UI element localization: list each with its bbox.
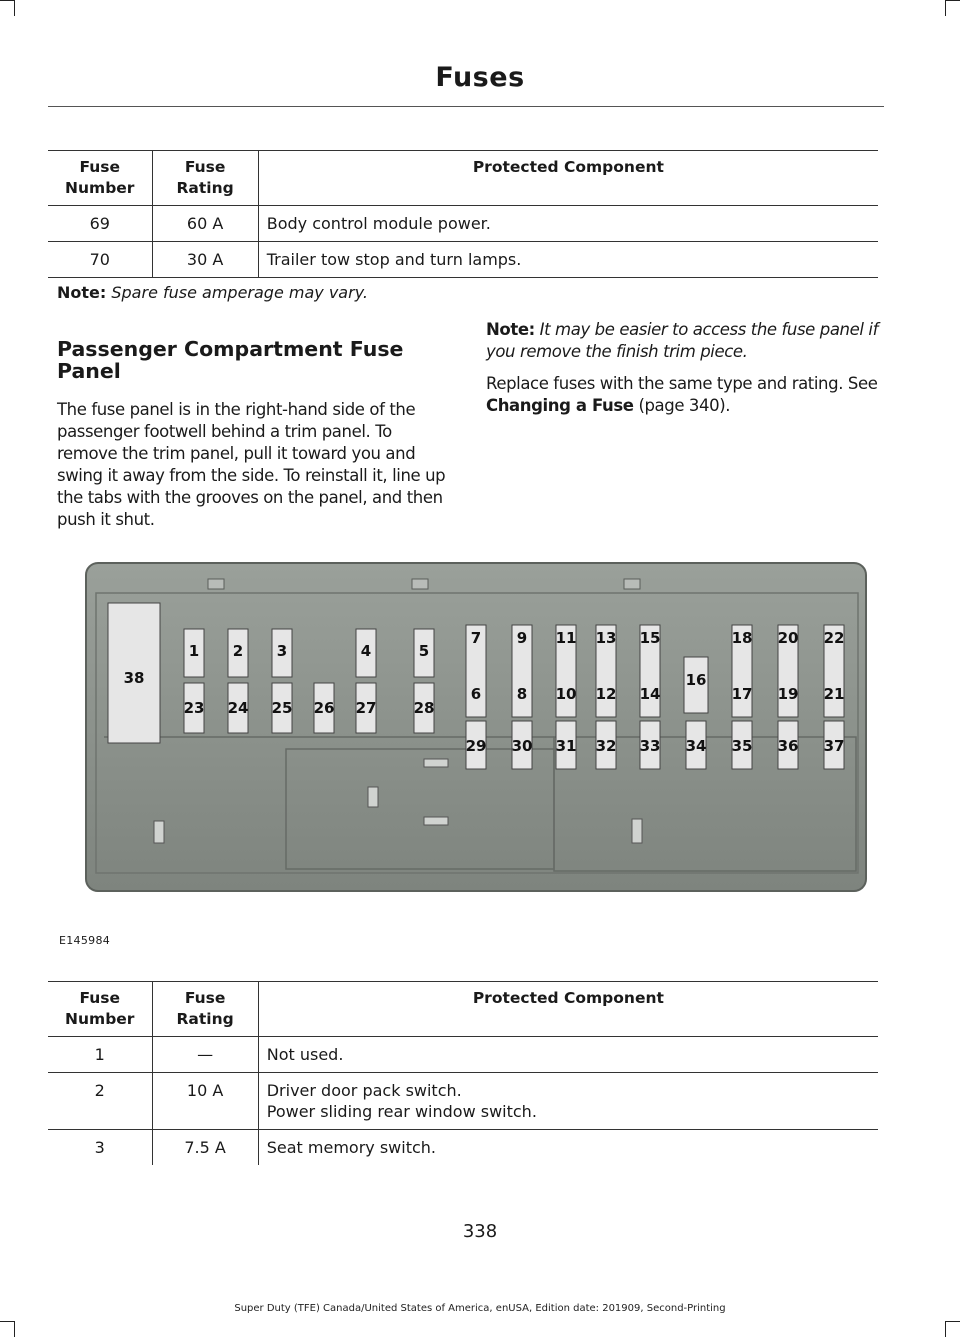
crop-mark bbox=[946, 0, 960, 1]
fuse-label-1: 1 bbox=[188, 642, 200, 660]
fuse-label-3: 3 bbox=[276, 642, 288, 660]
fuse-label-7: 7 bbox=[470, 629, 482, 647]
fuse-table-top bbox=[48, 150, 878, 278]
table-row bbox=[48, 1073, 878, 1130]
page-reference: (page 340). bbox=[633, 396, 731, 415]
table-row bbox=[48, 206, 878, 242]
protected-component: Trailer tow stop and turn lamps. bbox=[258, 242, 878, 278]
fuse-rating: — bbox=[152, 1037, 258, 1073]
replace-text: Replace fuses with the same type and rating. See bbox=[486, 374, 878, 393]
fuse-label-32: 32 bbox=[595, 737, 617, 755]
access-note bbox=[486, 319, 881, 363]
header-fuse-rating: Fuse Rating bbox=[152, 151, 258, 206]
fuse-label-16: 16 bbox=[685, 671, 707, 689]
header-fuse-number: Fuse Number bbox=[48, 982, 152, 1037]
fuse-label-23: 23 bbox=[183, 699, 205, 717]
component-line: Power sliding rear window switch. bbox=[266, 1102, 537, 1121]
fuse-label-24: 24 bbox=[227, 699, 249, 717]
fuse-label-19: 19 bbox=[777, 685, 799, 703]
fuse-label-20: 20 bbox=[777, 629, 799, 647]
changing-a-fuse-link[interactable]: Changing a Fuse bbox=[486, 396, 634, 415]
note-text: It may be easier to access the fuse panel if you remove the finish trim piece. bbox=[486, 320, 878, 361]
fuse-label-6: 6 bbox=[470, 685, 482, 703]
fuse-label-29: 29 bbox=[465, 737, 487, 755]
page-number: 338 bbox=[462, 1221, 498, 1242]
fuse-table-bottom bbox=[48, 981, 878, 1165]
protected-component: Body control module power. bbox=[258, 206, 878, 242]
fuse-label-10: 10 bbox=[555, 685, 577, 703]
fuse-label-28: 28 bbox=[413, 699, 435, 717]
fuse-label-13: 13 bbox=[595, 629, 617, 647]
fuse-label-35: 35 bbox=[731, 737, 753, 755]
crop-mark bbox=[14, 0, 15, 16]
note-label: Note: bbox=[57, 283, 107, 302]
header-protected-component: Protected Component bbox=[258, 982, 878, 1037]
header-protected-component: Protected Component bbox=[258, 151, 878, 206]
crop-mark bbox=[945, 1321, 946, 1337]
fuse-label-14: 14 bbox=[639, 685, 661, 703]
fuse-label-27: 27 bbox=[355, 699, 377, 717]
protected-component bbox=[258, 1073, 878, 1130]
fuse-number: 1 bbox=[48, 1037, 152, 1073]
protected-component: Not used. bbox=[258, 1037, 878, 1073]
section-heading: Passenger Compartment Fuse Panel bbox=[57, 337, 404, 383]
page-title: Fuses bbox=[435, 62, 525, 93]
fuse-label-30: 30 bbox=[511, 737, 533, 755]
fuse-number: 70 bbox=[48, 242, 152, 278]
protected-component: Seat memory switch. bbox=[258, 1130, 878, 1166]
note-label: Note: bbox=[486, 320, 535, 339]
fuse-label-11: 11 bbox=[555, 629, 577, 647]
spare-fuse-note bbox=[57, 283, 368, 302]
fuse-label-12: 12 bbox=[595, 685, 617, 703]
fuse-label-25: 25 bbox=[271, 699, 293, 717]
fuse-number: 69 bbox=[48, 206, 152, 242]
fuse-label-8: 8 bbox=[516, 685, 528, 703]
crop-mark bbox=[14, 1321, 15, 1337]
crop-mark bbox=[946, 1321, 960, 1322]
fuse-label-31: 31 bbox=[555, 737, 577, 755]
crop-mark bbox=[0, 0, 14, 1]
table-row bbox=[48, 242, 878, 278]
replace-fuses-text bbox=[486, 373, 881, 417]
section-body: The fuse panel is in the right-hand side of the passenger footwell behind a trim panel. To remove the trim panel, pull it toward you and swing it away from the side. To reinstall it, line up the tabs with the grooves on the panel, and then push it shut. bbox=[57, 400, 446, 529]
title-divider bbox=[48, 106, 884, 107]
fuse-rating: 30 A bbox=[152, 242, 258, 278]
footer-edition: Super Duty (TFE) Canada/United States of America, enUSA, Edition date: 201909, Second-Printing bbox=[234, 1303, 726, 1314]
fuse-label-5: 5 bbox=[418, 642, 430, 660]
table-header-row bbox=[48, 982, 878, 1037]
fuse-label-17: 17 bbox=[731, 685, 753, 703]
diagram-id: E145984 bbox=[59, 934, 111, 947]
fuse-label-34: 34 bbox=[685, 737, 707, 755]
fuse-label-37: 37 bbox=[823, 737, 845, 755]
table-row bbox=[48, 1130, 878, 1166]
header-fuse-number: Fuse Number bbox=[48, 151, 152, 206]
fuse-label-15: 15 bbox=[639, 629, 661, 647]
fuse-label-26: 26 bbox=[313, 699, 335, 717]
component-line: Driver door pack switch. bbox=[266, 1081, 462, 1100]
fuse-label-4: 4 bbox=[360, 642, 372, 660]
fuse-label-2: 2 bbox=[232, 642, 244, 660]
fuse-number: 3 bbox=[48, 1130, 152, 1166]
fuse-label-18: 18 bbox=[731, 629, 753, 647]
fuse-label-21: 21 bbox=[823, 685, 845, 703]
crop-mark bbox=[0, 1321, 14, 1322]
fuse-label-9: 9 bbox=[516, 629, 528, 647]
fuse-rating: 7.5 A bbox=[152, 1130, 258, 1166]
fuse-rating: 10 A bbox=[152, 1073, 258, 1130]
table-header-row bbox=[48, 151, 878, 206]
fuse-label-33: 33 bbox=[639, 737, 661, 755]
table-row bbox=[48, 1037, 878, 1073]
fuse-panel-diagram bbox=[84, 559, 868, 894]
fuse-label-36: 36 bbox=[777, 737, 799, 755]
note-text: Spare fuse amperage may vary. bbox=[106, 283, 368, 302]
crop-mark bbox=[945, 0, 946, 16]
header-fuse-rating: Fuse Rating bbox=[152, 982, 258, 1037]
fuse-rating: 60 A bbox=[152, 206, 258, 242]
fuse-label-22: 22 bbox=[823, 629, 845, 647]
fuse-number: 2 bbox=[48, 1073, 152, 1130]
fuse-label-38: 38 bbox=[123, 669, 145, 687]
